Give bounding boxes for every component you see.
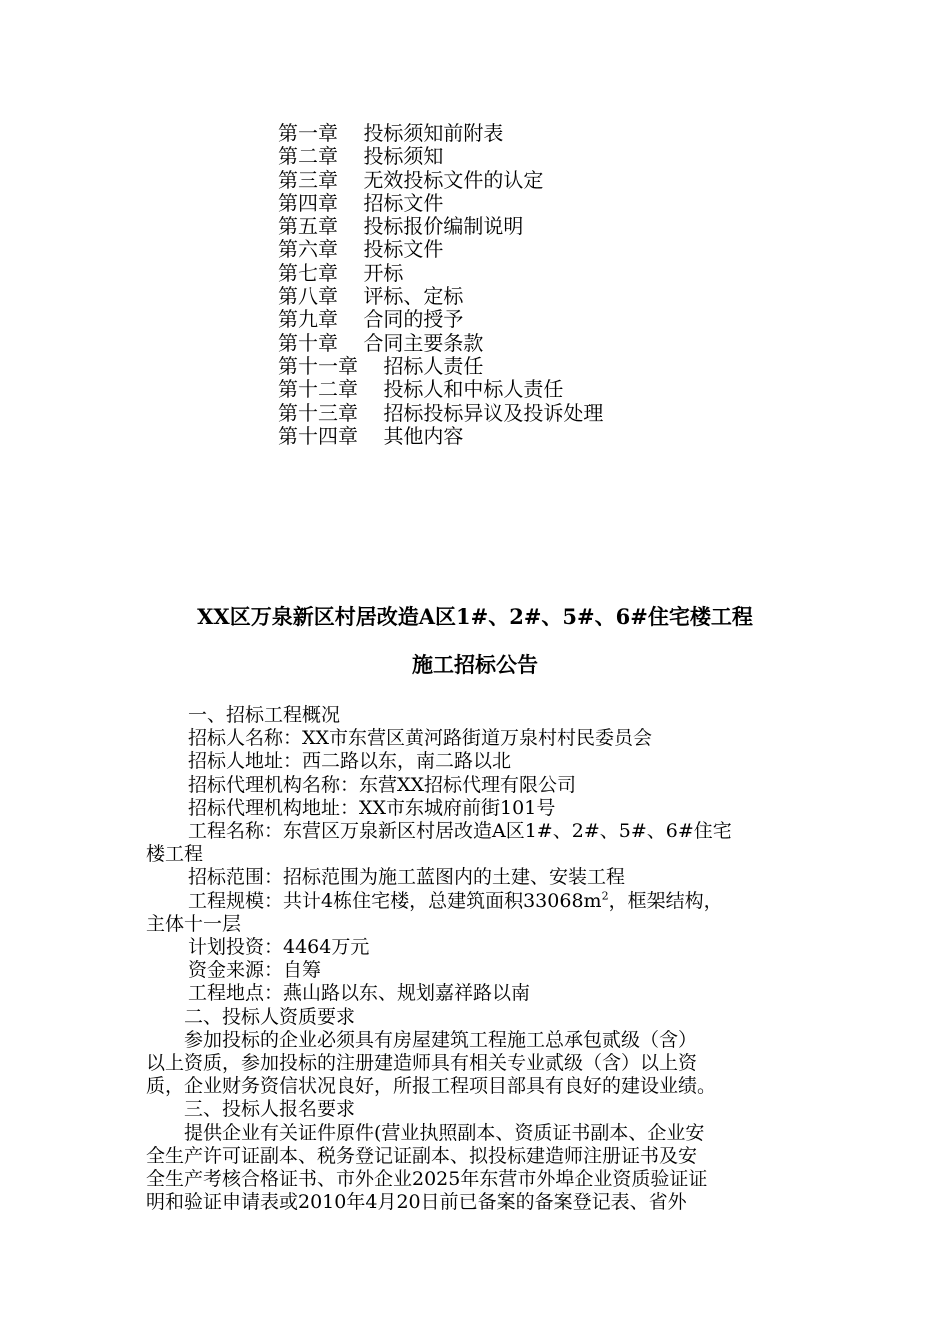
area-text: 工程规模：共计4栋住宅楼，总建筑面积33068m bbox=[188, 889, 602, 912]
table-of-contents bbox=[278, 122, 603, 448]
body-line: 全生产许可证副本、税务登记证副本、拟投标建造师注册证书及安 bbox=[146, 1144, 698, 1167]
toc-chapter: 第十四章 bbox=[278, 423, 358, 448]
section-heading: 二、投标人资质要求 bbox=[184, 1005, 356, 1028]
body-line: 招标范围：招标范围为施工蓝图内的土建、安装工程 bbox=[188, 866, 626, 889]
toc-item bbox=[278, 355, 603, 378]
toc-chapter: 第七章 bbox=[278, 260, 338, 285]
toc-item bbox=[278, 378, 603, 401]
toc-item bbox=[278, 425, 603, 448]
toc-item bbox=[278, 192, 603, 215]
toc-chapter: 第十二章 bbox=[278, 377, 358, 402]
toc-title: 投标报价编制说明 bbox=[363, 214, 524, 239]
section-heading: 三、投标人报名要求 bbox=[184, 1098, 356, 1121]
body-line: 招标人地址：西二路以东，南二路以北 bbox=[188, 750, 512, 773]
toc-chapter: 第六章 bbox=[278, 237, 338, 262]
toc-title: 合同的授予 bbox=[363, 307, 464, 332]
toc-title: 评标、定标 bbox=[363, 284, 464, 309]
toc-chapter: 第五章 bbox=[278, 214, 338, 239]
area-superscript: 2 bbox=[601, 889, 609, 903]
body-line: 工程名称：东营区万泉新区村居改造A区1#、2#、5#、6#住宅 bbox=[188, 820, 732, 843]
body-line: 质，企业财务资信状况良好，所报工程项目部具有良好的建设业绩。 bbox=[146, 1075, 717, 1098]
body-line: 提供企业有关证件原件(营业执照副本、资质证书副本、企业安 bbox=[184, 1121, 705, 1144]
toc-title: 开标 bbox=[363, 260, 404, 285]
toc-chapter: 第十三章 bbox=[278, 400, 358, 425]
toc-chapter: 第八章 bbox=[278, 284, 338, 309]
toc-chapter: 第十一章 bbox=[278, 353, 358, 378]
toc-title: 投标须知前附表 bbox=[363, 121, 504, 145]
toc-title: 投标人和中标人责任 bbox=[383, 377, 564, 402]
toc-item bbox=[278, 402, 603, 425]
toc-title: 招标人责任 bbox=[383, 353, 484, 378]
body-line: 资金来源：自筹 bbox=[188, 959, 322, 982]
toc-title: 投标文件 bbox=[363, 237, 444, 262]
toc-item bbox=[278, 215, 603, 238]
area-text-tail: ，框架结构， bbox=[608, 889, 723, 912]
body-line: 计划投资：4464万元 bbox=[188, 936, 370, 959]
notice-body bbox=[146, 704, 806, 1214]
toc-title: 无效投标文件的认定 bbox=[363, 167, 544, 192]
toc-item bbox=[278, 308, 603, 331]
notice-title: XX区万泉新区村居改造A区1#、2#、5#、6#住宅楼工程 bbox=[197, 604, 753, 629]
section-heading: 一、招标工程概况 bbox=[188, 704, 341, 726]
notice-subtitle: 施工招标公告 bbox=[412, 652, 538, 677]
body-line: 参加投标的企业必须具有房屋建筑工程施工总承包贰级（含） bbox=[184, 1028, 698, 1051]
body-line: 工程地点：燕山路以东、规划嘉祥路以南 bbox=[188, 982, 531, 1005]
body-line: 楼工程 bbox=[146, 843, 204, 866]
toc-item bbox=[278, 332, 603, 355]
toc-title: 其他内容 bbox=[383, 423, 464, 448]
toc-item bbox=[278, 238, 603, 261]
toc-title: 招标文件 bbox=[363, 190, 444, 215]
toc-item bbox=[278, 122, 603, 145]
body-line: 招标代理机构名称：东营XX招标代理有限公司 bbox=[188, 773, 577, 796]
toc-chapter: 第十章 bbox=[278, 330, 338, 355]
body-line: 明和验证申请表或2010年4月20日前已备案的备案登记表、省外 bbox=[146, 1191, 687, 1214]
body-line: 以上资质，参加投标的注册建造师具有相关专业贰级（含）以上资 bbox=[146, 1052, 698, 1075]
toc-title: 招标投标异议及投诉处理 bbox=[383, 400, 604, 425]
body-line: 招标人名称：XX市东营区黄河路街道万泉村村民委员会 bbox=[188, 727, 653, 750]
toc-item bbox=[278, 285, 603, 308]
toc-chapter: 第三章 bbox=[278, 167, 338, 192]
toc-title: 合同主要条款 bbox=[363, 330, 484, 355]
body-line bbox=[146, 890, 806, 913]
toc-chapter: 第九章 bbox=[278, 307, 338, 332]
toc-chapter: 第一章 bbox=[278, 121, 338, 145]
body-line: 主体十一层 bbox=[146, 912, 242, 935]
body-line: 全生产考核合格证书、市外企业2025年东营市外埠企业资质验证证 bbox=[146, 1168, 708, 1191]
toc-item bbox=[278, 262, 603, 285]
toc-item bbox=[278, 145, 603, 168]
toc-chapter: 第二章 bbox=[278, 144, 338, 169]
toc-title: 投标须知 bbox=[363, 144, 444, 169]
body-line: 招标代理机构地址：XX市东城府前街101号 bbox=[188, 796, 556, 819]
toc-chapter: 第四章 bbox=[278, 190, 338, 215]
toc-item bbox=[278, 169, 603, 192]
